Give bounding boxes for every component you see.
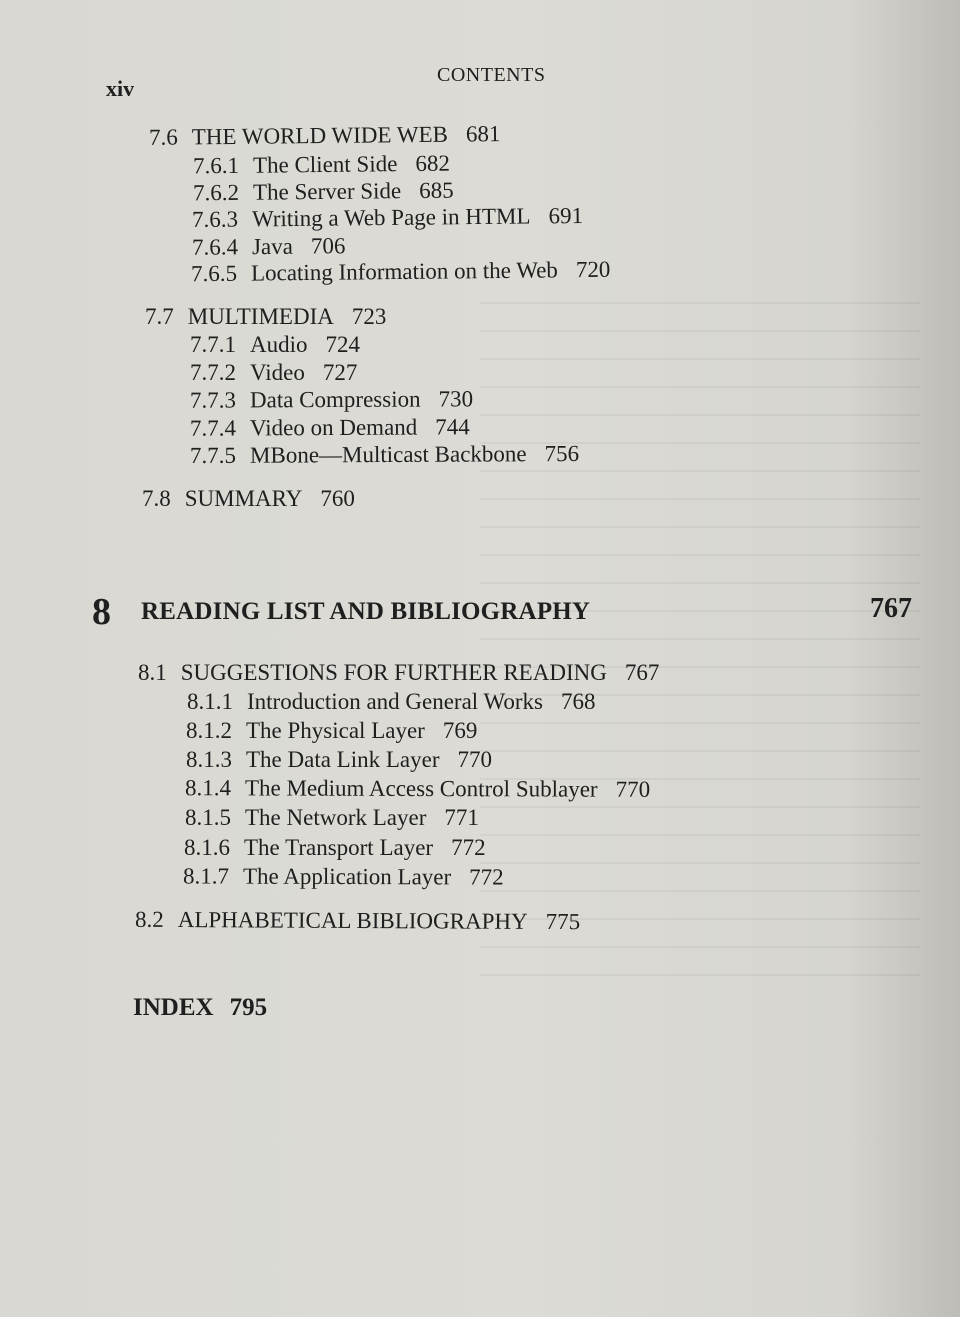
entry-number: 8.1.1 (187, 689, 233, 714)
toc-entry-7-7-1[interactable] (190, 332, 360, 358)
toc-entry-8-1-3[interactable] (186, 747, 492, 773)
section-page: 681 (465, 121, 501, 147)
entry-number: 8.1.7 (182, 863, 230, 889)
entry-page: 682 (415, 150, 450, 177)
toc-entry-7-6-2[interactable] (193, 178, 454, 207)
entry-title: Video on Demand (249, 414, 418, 441)
entry-page: 727 (322, 360, 358, 385)
chapter-number: 8 (92, 591, 111, 633)
entry-title: The Data Link Layer (246, 747, 440, 772)
section-title: THE WORLD WIDE WEB (191, 121, 449, 150)
toc-entry-7-7-2[interactable] (190, 360, 357, 386)
entry-title: The Network Layer (245, 805, 427, 830)
entry-number: 8.1.6 (184, 835, 230, 860)
section-page: 775 (545, 908, 581, 935)
toc-entry-7-6-1[interactable] (193, 151, 450, 180)
toc-entry-7-6-5[interactable] (191, 257, 611, 287)
toc-section-7-7[interactable] (145, 304, 386, 330)
toc-section-8-2[interactable] (135, 907, 580, 935)
entry-page: 720 (575, 256, 611, 283)
entry-page: 691 (548, 202, 584, 229)
entry-page: 772 (451, 835, 486, 860)
entry-page: 770 (615, 776, 651, 802)
entry-number: 7.6.3 (191, 206, 239, 233)
entry-title: Java (251, 233, 293, 260)
section-title: ALPHABETICAL BIBLIOGRAPHY (177, 907, 528, 934)
entry-number: 8.1.5 (185, 805, 231, 830)
entry-page: 768 (561, 689, 596, 714)
toc-entry-7-7-5[interactable] (190, 441, 579, 469)
header-page-number: xiv (106, 76, 135, 101)
entry-title: The Application Layer (242, 863, 452, 890)
entry-page: 772 (469, 864, 504, 890)
section-number: 8.1 (138, 660, 167, 685)
entry-title: The Medium Access Control Sublayer (244, 775, 598, 802)
toc-section-7-6[interactable] (149, 121, 501, 151)
toc-index-entry[interactable] (133, 994, 267, 1022)
entry-page: 685 (419, 177, 454, 203)
chapter-page: 767 (870, 593, 912, 624)
toc-entry-7-6-4[interactable] (192, 233, 346, 261)
entry-title: Video (250, 360, 305, 385)
show-through-text (480, 280, 920, 1000)
entry-page: 769 (442, 718, 478, 743)
section-number: 7.8 (142, 486, 171, 511)
section-title: SUGGESTIONS FOR FURTHER READING (180, 660, 607, 685)
chapter-title[interactable]: READING LIST AND BIBLIOGRAPHY (141, 598, 591, 625)
toc-entry-8-1-4[interactable] (185, 775, 650, 803)
entry-page: 744 (435, 414, 470, 440)
entry-title: Audio (250, 332, 308, 357)
entry-number: 7.7.3 (189, 387, 237, 413)
entry-number: 7.7.2 (190, 360, 236, 385)
section-title: MULTIMEDIA (187, 304, 334, 329)
header-running-title: CONTENTS (437, 64, 546, 86)
section-title: SUMMARY (184, 486, 303, 511)
entry-title: The Client Side (252, 151, 398, 178)
entry-page: 730 (438, 386, 474, 412)
entry-page: 770 (457, 747, 492, 772)
index-label: INDEX (133, 994, 214, 1021)
entry-page: 756 (544, 440, 580, 467)
toc-entry-8-1-1[interactable] (187, 689, 596, 715)
section-page: 760 (320, 486, 355, 511)
toc-section-7-8[interactable] (142, 486, 355, 512)
toc-entry-7-7-3[interactable] (190, 386, 473, 413)
entry-page: 706 (310, 233, 346, 259)
toc-entry-7-7-4[interactable] (190, 414, 470, 441)
entry-number: 8.1.4 (184, 775, 232, 801)
entry-page: 724 (325, 332, 360, 357)
entry-number: 7.6.1 (192, 152, 240, 179)
entry-number: 7.6.5 (190, 260, 238, 287)
entry-number: 7.6.2 (192, 179, 240, 206)
section-number: 7.7 (145, 304, 174, 329)
index-page: 795 (229, 994, 268, 1021)
entry-page: 771 (444, 805, 479, 830)
toc-entry-8-1-7[interactable] (183, 863, 504, 890)
entry-number: 7.7.5 (189, 442, 237, 469)
entry-number: 7.7.1 (190, 332, 236, 357)
toc-entry-7-6-3[interactable] (192, 203, 583, 233)
entry-title: Writing a Web Page in HTML (251, 203, 531, 232)
entry-title: MBone—Multicast Backbone (249, 441, 527, 468)
entry-title: The Server Side (252, 178, 402, 205)
section-page: 767 (624, 660, 660, 685)
toc-section-8-1[interactable] (138, 660, 659, 686)
entry-number: 7.6.4 (191, 234, 239, 260)
entry-title: Introduction and General Works (247, 689, 544, 714)
section-number: 7.6 (148, 124, 178, 150)
toc-entry-8-1-6[interactable] (184, 835, 486, 861)
toc-entry-8-1-5[interactable] (185, 805, 479, 831)
entry-number: 8.1.2 (186, 718, 232, 743)
entry-number: 8.1.3 (186, 747, 232, 772)
entry-number: 7.7.4 (189, 415, 237, 441)
entry-title: Locating Information on the Web (250, 257, 558, 286)
toc-entry-8-1-2[interactable] (186, 718, 477, 744)
entry-title: The Transport Layer (244, 835, 434, 860)
entry-title: The Physical Layer (246, 718, 425, 743)
entry-title: Data Compression (249, 386, 421, 413)
section-number: 8.2 (134, 906, 164, 932)
section-page: 723 (351, 304, 387, 329)
